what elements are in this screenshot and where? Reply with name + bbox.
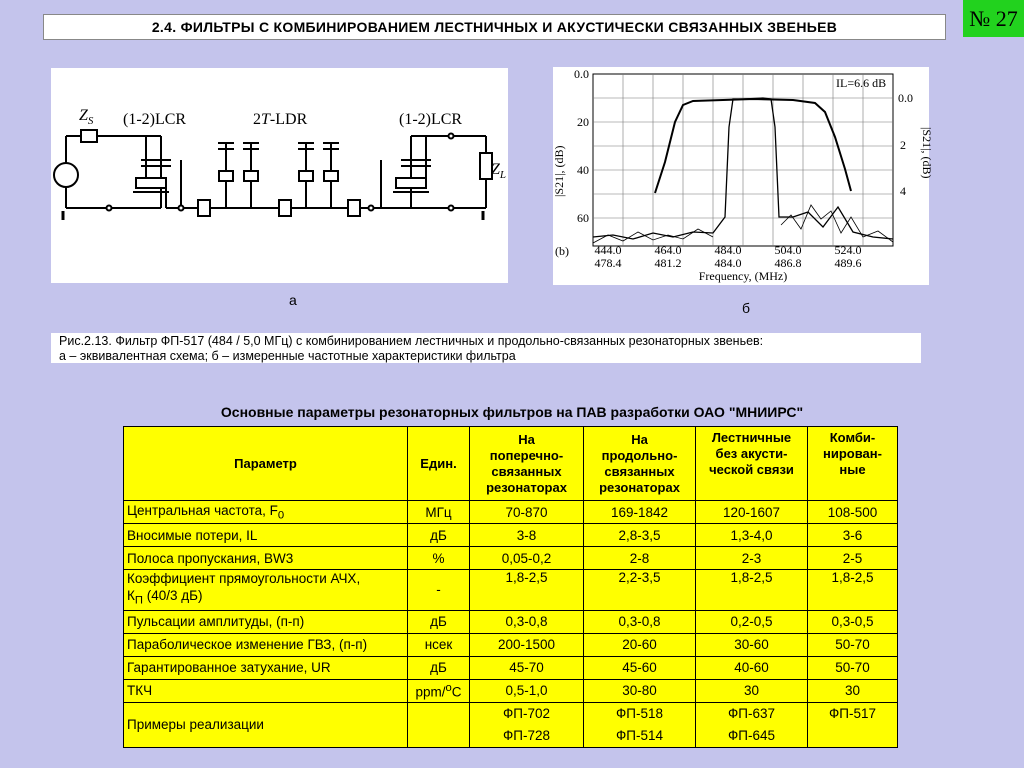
- table-cell: ФП-702: [470, 702, 584, 725]
- x-tick: 486.8: [774, 256, 802, 270]
- table-cell: 0,05-0,2: [470, 547, 584, 570]
- table-cell: 3-8: [470, 524, 584, 547]
- param-name: ТКЧ: [124, 679, 408, 702]
- header-parameter: Параметр: [124, 427, 408, 501]
- y-tick: 40: [577, 163, 589, 177]
- figure-b-label: б: [742, 300, 751, 316]
- x-axis-label: Frequency, (MHz): [698, 269, 788, 283]
- table-cell: ФП-518: [584, 702, 696, 725]
- table-cell: 1,3-4,0: [696, 524, 808, 547]
- y-tick: 60: [577, 211, 589, 225]
- x-tick: 484.0: [714, 243, 742, 257]
- il-annotation: IL=6.6 dB: [836, 76, 887, 90]
- param-name: Коэффициент прямоугольности АЧХ, $К_П$ (40/3 дБ): [124, 570, 408, 611]
- table-row: [124, 679, 898, 702]
- table-header-row: [124, 427, 898, 501]
- table-row: [124, 656, 898, 679]
- table-cell: 2-3: [696, 547, 808, 570]
- param-name: Пульсации амплитуды, (п-п): [124, 610, 408, 633]
- header-longitudinal: На продольно- связанных резонаторах: [584, 427, 696, 501]
- panel-label: (b): [555, 244, 569, 258]
- param-name: Примеры реализации: [124, 702, 408, 747]
- table-cell: 30: [696, 679, 808, 702]
- x-tick: 478.4: [594, 256, 622, 270]
- table-cell: 2-5: [808, 547, 898, 570]
- circuit-diagram: [51, 68, 508, 283]
- param-name: Параболическое изменение ГВЗ, (п-п): [124, 633, 408, 656]
- header-transverse: На поперечно- связанных резонаторах: [470, 427, 584, 501]
- table-cell: 1,8-2,5: [696, 570, 808, 611]
- x-tick: 464.0: [654, 243, 682, 257]
- param-unit: [408, 702, 470, 747]
- table-cell: 50-70: [808, 656, 898, 679]
- table-cell: 108-500: [808, 501, 898, 524]
- table-cell: 0,3-0,5: [808, 610, 898, 633]
- table-row: [124, 524, 898, 547]
- table-cell: 45-70: [470, 656, 584, 679]
- param-name: Полоса пропускания, BW3: [124, 547, 408, 570]
- table-cell: 40-60: [696, 656, 808, 679]
- header-combined: Комби- нирован- ные: [808, 427, 898, 501]
- x-tick: 504.0: [774, 243, 802, 257]
- table-cell: 0,2-0,5: [696, 610, 808, 633]
- table-cell: 2,2-3,5: [584, 570, 696, 611]
- table-cell: 200-1500: [470, 633, 584, 656]
- x-tick: 481.2: [654, 256, 682, 270]
- zl-label: $Z_L$: [491, 161, 507, 181]
- y-axis-label: |S21|, (dB): [552, 145, 566, 197]
- param-unit: дБ: [408, 656, 470, 679]
- header-ladder: Лестничные без акусти- ческой связи: [696, 427, 808, 501]
- y-right-tick: 2: [900, 138, 906, 152]
- table-row: [124, 702, 898, 725]
- table-row: [124, 501, 898, 524]
- table-cell: 0,3-0,8: [470, 610, 584, 633]
- table-cell: 70-870: [470, 501, 584, 524]
- table-cell: 30-60: [696, 633, 808, 656]
- y-right-axis-label: |S21|, (dB): [920, 127, 934, 179]
- y-right-tick: 4: [900, 184, 906, 198]
- param-unit: дБ: [408, 524, 470, 547]
- zs-label: $Z_S$: [79, 107, 94, 127]
- table-cell: ФП-728: [470, 725, 584, 748]
- table-cell: 120-1607: [696, 501, 808, 524]
- right-lcr-label: (1-2)LCR: [399, 111, 463, 128]
- table-row: [124, 610, 898, 633]
- table-cell: 45-60: [584, 656, 696, 679]
- parameters-table: [123, 426, 898, 748]
- x-tick: 489.6: [834, 256, 862, 270]
- caption-line-2: а – эквивалентная схема; б – измеренные частотные характеристики фильтра: [59, 349, 516, 363]
- table-cell: 0,3-0,8: [584, 610, 696, 633]
- param-name: Гарантированное затухание, UR: [124, 656, 408, 679]
- table-cell: 30: [808, 679, 898, 702]
- table-row: [124, 547, 898, 570]
- slide-title: 2.4. ФИЛЬТРЫ С КОМБИНИРОВАНИЕМ ЛЕСТНИЧНЫХ И АКУСТИЧЕСКИ СВЯЗАННЫХ ЗВЕНЬЕВ: [43, 14, 946, 40]
- table-cell: 50-70: [808, 633, 898, 656]
- left-lcr-label: (1-2)LCR: [123, 111, 187, 128]
- y-tick: 20: [577, 115, 589, 129]
- header-unit: Един.: [408, 427, 470, 501]
- figure-a-label: а: [289, 292, 297, 308]
- table-cell: 169-1842: [584, 501, 696, 524]
- param-unit: дБ: [408, 610, 470, 633]
- table-cell: 20-60: [584, 633, 696, 656]
- middle-ldr-label: 2T-LDR: [253, 111, 308, 128]
- table-cell: 1,8-2,5: [470, 570, 584, 611]
- param-unit: -: [408, 570, 470, 611]
- table-cell: 30-80: [584, 679, 696, 702]
- x-tick: 444.0: [594, 243, 622, 257]
- param-unit: МГц: [408, 501, 470, 524]
- caption-line-1: Рис.2.13. Фильтр ФП-517 (484 / 5,0 МГц) с комбинированием лестничных и продольно-связанных резонаторных звеньев:: [59, 334, 764, 348]
- table-cell: [808, 725, 898, 748]
- param-unit: ppm/$^o$C: [408, 679, 470, 702]
- x-tick: 524.0: [834, 243, 862, 257]
- y-tick: 0.0: [574, 67, 589, 81]
- table-title: Основные параметры резонаторных фильтров на ПАВ разработки ОАО "МНИИРС": [220, 404, 804, 420]
- x-tick: 484.0: [714, 256, 742, 270]
- table-row: [124, 570, 898, 611]
- param-name: Вносимые потери, IL: [124, 524, 408, 547]
- table-cell: 3-6: [808, 524, 898, 547]
- table-cell: ФП-637: [696, 702, 808, 725]
- table-cell: 1,8-2,5: [808, 570, 898, 611]
- y-right-tick: 0.0: [898, 91, 913, 105]
- param-unit: %: [408, 547, 470, 570]
- table-row: [124, 633, 898, 656]
- figure-caption: [51, 333, 921, 363]
- table-cell: ФП-517: [808, 702, 898, 725]
- param-name: Центральная частота, $F_0$: [124, 501, 408, 524]
- table-cell: 0,5-1,0: [470, 679, 584, 702]
- table-cell: ФП-514: [584, 725, 696, 748]
- param-unit: нсек: [408, 633, 470, 656]
- frequency-response-plot: [552, 67, 934, 285]
- table-cell: ФП-645: [696, 725, 808, 748]
- page-number-badge: № 27: [963, 0, 1024, 37]
- table-cell: 2-8: [584, 547, 696, 570]
- table-cell: 2,8-3,5: [584, 524, 696, 547]
